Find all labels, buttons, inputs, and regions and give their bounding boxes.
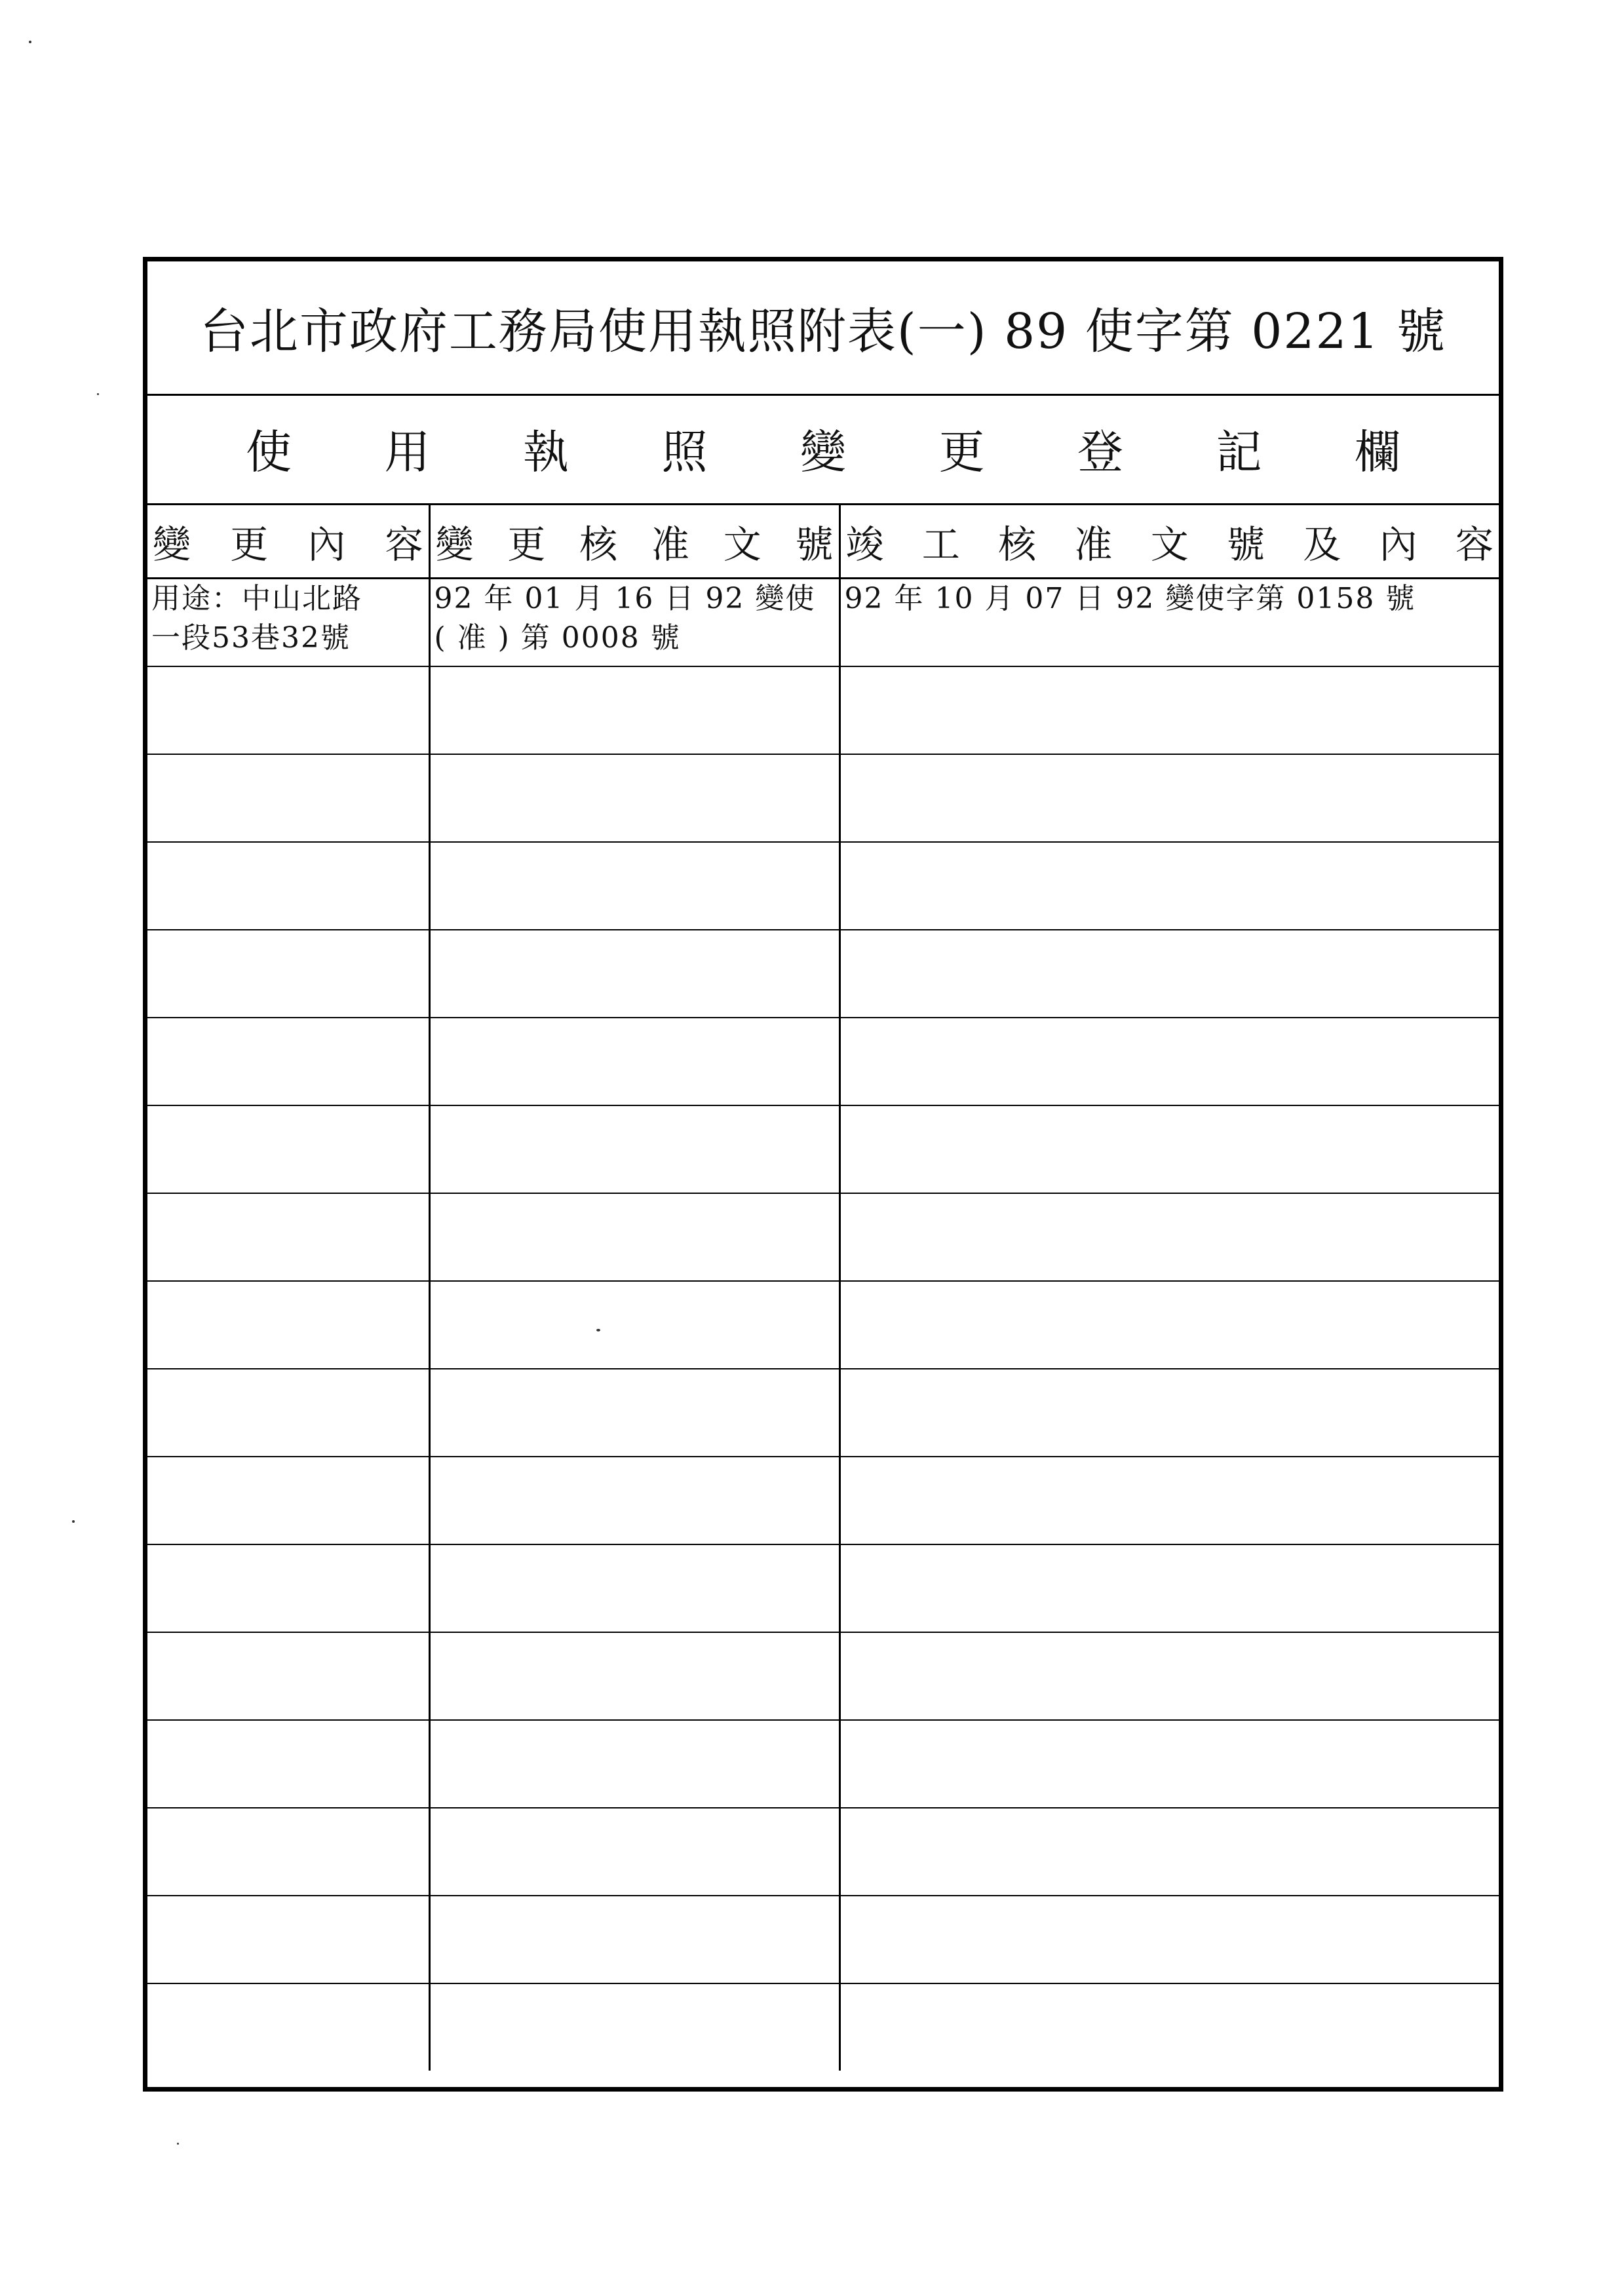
cell-change-approval-no bbox=[429, 1544, 839, 1632]
cell-completion-approval bbox=[839, 1808, 1499, 1896]
cell-change-content bbox=[147, 1281, 429, 1369]
table-row bbox=[147, 1808, 1499, 1896]
cell-change-content bbox=[147, 1896, 429, 1983]
table-row bbox=[147, 666, 1499, 754]
scan-speck bbox=[97, 393, 99, 395]
table-row bbox=[147, 579, 1499, 667]
cell-completion-approval bbox=[839, 1457, 1499, 1544]
cell-change-approval-no bbox=[429, 1193, 839, 1281]
cell-change-content bbox=[147, 842, 429, 930]
scan-speck bbox=[177, 2143, 179, 2145]
form-title bbox=[147, 261, 1499, 396]
cell-completion-approval bbox=[839, 1720, 1499, 1808]
table-row bbox=[147, 1105, 1499, 1193]
cell-completion-approval bbox=[839, 1632, 1499, 1720]
header-char: 工 bbox=[921, 522, 960, 567]
cell-completion-approval bbox=[839, 1018, 1499, 1105]
header-char: 容 bbox=[385, 522, 423, 567]
cell-change-approval-no bbox=[429, 1632, 839, 1720]
table-row bbox=[147, 842, 1499, 930]
cell-change-approval-no bbox=[429, 1018, 839, 1105]
cell-change-content bbox=[147, 1457, 429, 1544]
header-char: 號 bbox=[795, 522, 834, 567]
scan-speck bbox=[72, 1520, 75, 1523]
header-char: 竣 bbox=[845, 522, 884, 567]
cell-change-content bbox=[147, 1544, 429, 1632]
column-header-change-content bbox=[147, 505, 429, 579]
table-row bbox=[147, 1281, 1499, 1369]
cell-completion-approval bbox=[839, 1281, 1499, 1369]
header-char: 文 bbox=[1150, 522, 1189, 567]
cell-completion-approval bbox=[839, 842, 1499, 930]
cell-change-content bbox=[147, 666, 429, 754]
cell-text-line: 92 年 01 月 16 日 92 變使 bbox=[434, 582, 816, 615]
section-heading-char: 照 bbox=[661, 425, 708, 479]
scan-speck bbox=[596, 1329, 600, 1331]
header-char: 容 bbox=[1455, 522, 1494, 567]
section-heading-char: 使 bbox=[246, 425, 292, 479]
cell-text-line: 用途：中山北路 bbox=[151, 582, 362, 615]
column-header-change-approval-no bbox=[429, 505, 839, 579]
cell-text-line: ( 准 ) 第 0008 號 bbox=[434, 621, 681, 655]
section-heading-char: 執 bbox=[523, 425, 569, 479]
cell-change-approval-no bbox=[429, 1105, 839, 1193]
form-title-text: 台北市政府工務局使用執照附表(一) 89 使字第 0221 號 bbox=[199, 303, 1447, 360]
cell-change-content bbox=[147, 1808, 429, 1896]
cell-completion-approval bbox=[839, 579, 1499, 667]
header-char: 文 bbox=[723, 522, 762, 567]
header-char: 內 bbox=[307, 522, 346, 567]
cell-change-content bbox=[147, 1105, 429, 1193]
cell-change-approval-no bbox=[429, 1720, 839, 1808]
section-heading bbox=[147, 394, 1499, 505]
cell-change-content bbox=[147, 579, 429, 667]
column-header-completion-approval bbox=[839, 505, 1499, 579]
cell-change-approval-no bbox=[429, 930, 839, 1018]
cell-change-approval-no bbox=[429, 1896, 839, 1983]
cell-change-approval-no bbox=[429, 1281, 839, 1369]
table-row bbox=[147, 930, 1499, 1018]
cell-completion-approval bbox=[839, 666, 1499, 754]
cell-change-content bbox=[147, 930, 429, 1018]
table-row bbox=[147, 1018, 1499, 1105]
header-char: 更 bbox=[230, 522, 269, 567]
cell-change-approval-no bbox=[429, 842, 839, 930]
cell-change-content bbox=[147, 1193, 429, 1281]
header-char: 變 bbox=[435, 522, 474, 567]
header-char: 核 bbox=[579, 522, 618, 567]
cell-text-line: 92 年 10 月 07 日 92 變使字第 0158 號 bbox=[844, 582, 1416, 615]
scan-speck bbox=[29, 41, 31, 43]
section-heading-char: 欄 bbox=[1355, 425, 1400, 479]
table-header-row bbox=[147, 505, 1499, 579]
cell-completion-approval bbox=[839, 1983, 1499, 2071]
table-row bbox=[147, 754, 1499, 842]
cell-completion-approval bbox=[839, 1105, 1499, 1193]
table-row bbox=[147, 1720, 1499, 1808]
cell-change-approval-no bbox=[429, 1457, 839, 1544]
change-registry-table bbox=[147, 505, 1499, 2087]
section-heading-char: 變 bbox=[800, 425, 846, 479]
cell-completion-approval bbox=[839, 930, 1499, 1018]
header-char: 及 bbox=[1303, 522, 1341, 567]
cell-change-content bbox=[147, 754, 429, 842]
header-char: 號 bbox=[1226, 522, 1265, 567]
header-char: 核 bbox=[998, 522, 1037, 567]
table-row bbox=[147, 1369, 1499, 1457]
cell-change-content bbox=[147, 1632, 429, 1720]
table-row bbox=[147, 1632, 1499, 1720]
header-char: 准 bbox=[651, 522, 689, 567]
cell-change-content bbox=[147, 1983, 429, 2071]
section-heading-char: 更 bbox=[938, 425, 985, 479]
cell-change-approval-no bbox=[429, 666, 839, 754]
cell-change-approval-no bbox=[429, 754, 839, 842]
cell-change-approval-no bbox=[429, 1369, 839, 1457]
cell-change-content bbox=[147, 1018, 429, 1105]
cell-completion-approval bbox=[839, 1544, 1499, 1632]
cell-change-approval-no bbox=[429, 579, 839, 667]
usage-permit-annex-form bbox=[143, 257, 1503, 2092]
cell-completion-approval bbox=[839, 1369, 1499, 1457]
table-row bbox=[147, 1193, 1499, 1281]
section-heading-char: 用 bbox=[384, 425, 431, 479]
section-heading-char: 記 bbox=[1216, 425, 1262, 479]
header-char: 更 bbox=[507, 522, 546, 567]
section-heading-char: 登 bbox=[1077, 425, 1123, 479]
table-row bbox=[147, 1457, 1499, 1544]
cell-completion-approval bbox=[839, 754, 1499, 842]
table-row bbox=[147, 1983, 1499, 2071]
cell-text-line: 一段53巷32號 bbox=[151, 621, 351, 655]
cell-change-approval-no bbox=[429, 1808, 839, 1896]
cell-change-content bbox=[147, 1720, 429, 1808]
header-char: 內 bbox=[1379, 522, 1418, 567]
cell-change-approval-no bbox=[429, 1983, 839, 2071]
table-row bbox=[147, 1544, 1499, 1632]
cell-completion-approval bbox=[839, 1896, 1499, 1983]
table-row bbox=[147, 1896, 1499, 1983]
header-char: 變 bbox=[153, 522, 191, 567]
cell-completion-approval bbox=[839, 1193, 1499, 1281]
header-char: 准 bbox=[1074, 522, 1113, 567]
cell-change-content bbox=[147, 1369, 429, 1457]
